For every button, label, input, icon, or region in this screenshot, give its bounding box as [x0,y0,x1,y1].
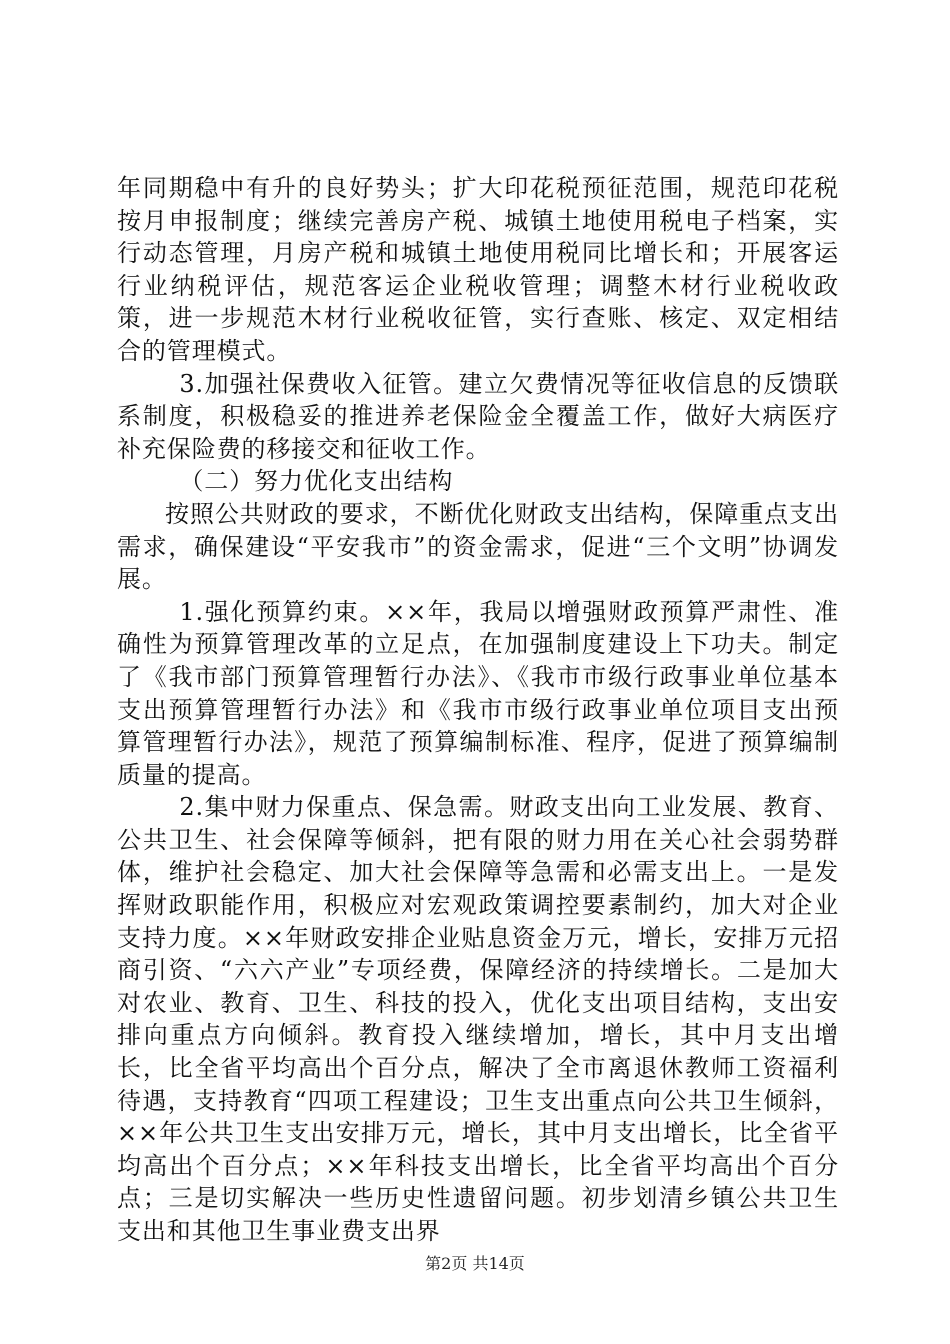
document-body [117,172,839,1248]
paragraph-priority-spending: 2.集中财力保重点、保急需。财政支出向工业发展、教育、公共卫生、社会保障等倾斜，把有限的财力用在关心社会弱势群体，维护社会稳定、加大社会保障等急需和必需支出上。一是发挥财政职能作用，积极应对宏观政策调控要素制约，加大对企业支持力度。××年财政安排企业贴息资金万元，增长，安排万元招商引资、“六六产业”专项经费，保障经济的持续增长。二是加大对农业、教育、卫生、科技的投入，优化支出项目结构，支出安排向重点方向倾斜。教育投入继续增加，增长，其中月支出增长，比全省平均高出个百分点，解决了全市离退休教师工资福利待遇，支持教育“四项工程建设；卫生支出重点向公共卫生倾斜，××年公共卫生支出安排万元，增长，其中月支出增长，比全省平均高出个百分点；××年科技支出增长，比全省平均高出个百分点；三是切实解决一些历史性遗留问题。初步划清乡镇公共卫生支出和其他卫生事业费支出界 [117,793,839,1245]
section-heading-expenditure: （二）努力优化支出结构 [179,467,454,496]
paragraph-public-finance: 按照公共财政的要求，不断优化财政支出结构，保障重点支出需求，确保建设“平安我市”的资金需求，促进“三个文明”协调发展。 [117,499,839,594]
page-footer: 第2页 共14页 [425,1254,525,1273]
paragraph-budget-constraint: 1.强化预算约束。××年，我局以增强财政预算严肃性、准确性为预算管理改革的立足点，在加强制度建设上下功夫。制定了《我市部门预算管理暂行办法》、《我市市级行政事业单位基本支出预算管理暂行办法》和《我市市级行政事业单位项目支出预算管理暂行办法》，规范了预算编制标准、程序，促进了预算编制质量的提高。 [117,597,839,789]
paragraph-social-security: 3.加强社保费收入征管。建立欠费情况等征收信息的反馈联系制度，积极稳妥的推进养老保险金全覆盖工作，做好大病医疗补充保险费的移接交和征收工作。 [117,369,839,463]
paragraph-tax-continuation: 年同期稳中有升的良好势头；扩大印花税预征范围，规范印花税按月申报制度；继续完善房产税、城镇土地使用税电子档案，实行动态管理，月房产税和城镇土地使用税同比增长和；开展客运行业纳税评估，规范客运企业税收管理；调整木材行业税收政策，进一步规范木材行业税收征管，实行查账、核定、双定相结合的管理模式。 [117,174,839,365]
